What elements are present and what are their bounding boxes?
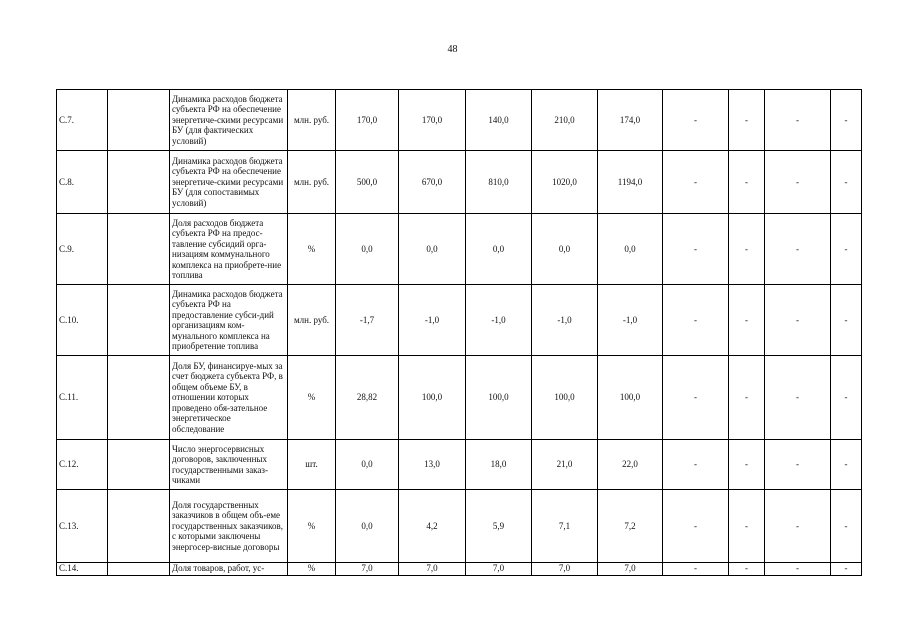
empty-cell: [108, 285, 170, 356]
indicators-table: [56, 89, 862, 576]
dash-cell: -: [765, 563, 831, 576]
row-description: Динамика расходов бюджета субъекта РФ на предоставление субси-дий организациям ком-мунального комплекса на приобретение топлива: [170, 285, 288, 356]
dash-cell: -: [765, 214, 831, 285]
value-cell: 5,9: [466, 490, 532, 563]
value-cell: 28,82: [336, 356, 399, 440]
value-cell: 100,0: [532, 356, 598, 440]
row-code: С.13.: [57, 490, 108, 563]
dash-cell: -: [663, 563, 729, 576]
value-cell: 170,0: [399, 90, 466, 151]
dash-cell: -: [831, 356, 862, 440]
value-cell: 100,0: [399, 356, 466, 440]
value-cell: 4,2: [399, 490, 466, 563]
dash-cell: -: [729, 90, 765, 151]
dash-cell: -: [765, 90, 831, 151]
table-row: [57, 285, 862, 356]
row-code: С.14.: [57, 563, 108, 576]
empty-cell: [108, 90, 170, 151]
value-cell: 22,0: [598, 440, 663, 490]
value-cell: 500,0: [336, 151, 399, 214]
dash-cell: -: [729, 563, 765, 576]
dash-cell: -: [663, 356, 729, 440]
dash-cell: -: [729, 440, 765, 490]
empty-cell: [108, 440, 170, 490]
dash-cell: -: [765, 490, 831, 563]
row-code: С.12.: [57, 440, 108, 490]
table-row: [57, 90, 862, 151]
row-code: С.8.: [57, 151, 108, 214]
value-cell: -1,0: [399, 285, 466, 356]
value-cell: 810,0: [466, 151, 532, 214]
row-unit: млн. руб.: [288, 151, 336, 214]
dash-cell: -: [831, 214, 862, 285]
dash-cell: -: [729, 356, 765, 440]
value-cell: 13,0: [399, 440, 466, 490]
empty-cell: [108, 214, 170, 285]
table-row: [57, 151, 862, 214]
value-cell: -1,7: [336, 285, 399, 356]
value-cell: 0,0: [336, 214, 399, 285]
value-cell: 7,1: [532, 490, 598, 563]
table-row: [57, 563, 862, 576]
row-description: Число энергосервисных договоров, заключенных государственными заказ-чиками: [170, 440, 288, 490]
value-cell: 1020,0: [532, 151, 598, 214]
value-cell: 0,0: [466, 214, 532, 285]
dash-cell: -: [663, 490, 729, 563]
dash-cell: -: [765, 151, 831, 214]
dash-cell: -: [729, 151, 765, 214]
row-unit: шт.: [288, 440, 336, 490]
value-cell: 7,0: [532, 563, 598, 576]
row-description: Доля БУ, финансируе-мых за счет бюджета субъекта РФ, в общем объеме БУ, в отношении которых проведено обя-зательное энергетическое обследование: [170, 356, 288, 440]
row-description: Динамика расходов бюджета субъекта РФ на обеспечение энергетиче-скими ресурсами БУ (для сопоставимых условий): [170, 151, 288, 214]
table-row: [57, 356, 862, 440]
value-cell: 100,0: [466, 356, 532, 440]
dash-cell: -: [831, 563, 862, 576]
value-cell: 670,0: [399, 151, 466, 214]
dash-cell: -: [663, 214, 729, 285]
value-cell: 18,0: [466, 440, 532, 490]
dash-cell: -: [729, 490, 765, 563]
value-cell: 100,0: [598, 356, 663, 440]
page-number: 48: [447, 44, 458, 55]
dash-cell: -: [663, 151, 729, 214]
row-description: Доля товаров, работ, ус-: [170, 563, 288, 576]
value-cell: 0,0: [532, 214, 598, 285]
row-unit: %: [288, 214, 336, 285]
dash-cell: -: [663, 285, 729, 356]
value-cell: 0,0: [399, 214, 466, 285]
dash-cell: -: [831, 90, 862, 151]
value-cell: 7,2: [598, 490, 663, 563]
row-code: С.11.: [57, 356, 108, 440]
row-unit: %: [288, 490, 336, 563]
row-code: С.7.: [57, 90, 108, 151]
row-code: С.9.: [57, 214, 108, 285]
value-cell: 7,0: [598, 563, 663, 576]
row-code: С.10.: [57, 285, 108, 356]
dash-cell: -: [663, 440, 729, 490]
dash-cell: -: [831, 440, 862, 490]
value-cell: 0,0: [598, 214, 663, 285]
row-description: Доля расходов бюджета субъекта РФ на предос-тавление субсидий орга-низациям коммунального комплекса на приобрете-ние топлива: [170, 214, 288, 285]
value-cell: 7,0: [466, 563, 532, 576]
value-cell: 7,0: [336, 563, 399, 576]
dash-cell: -: [831, 151, 862, 214]
value-cell: 0,0: [336, 490, 399, 563]
value-cell: 21,0: [532, 440, 598, 490]
empty-cell: [108, 563, 170, 576]
value-cell: 7,0: [399, 563, 466, 576]
dash-cell: -: [765, 356, 831, 440]
value-cell: 140,0: [466, 90, 532, 151]
row-unit: %: [288, 563, 336, 576]
row-description: Доля государственных заказчиков в общем объ-еме государственных заказчиков, с которыми заключены энергосер-висные договоры: [170, 490, 288, 563]
row-description: Динамика расходов бюджета субъекта РФ на обеспечение энергетиче-скими ресурсами БУ (для фактических условий): [170, 90, 288, 151]
row-unit: %: [288, 356, 336, 440]
dash-cell: -: [831, 285, 862, 356]
dash-cell: -: [765, 285, 831, 356]
value-cell: -1,0: [532, 285, 598, 356]
value-cell: 174,0: [598, 90, 663, 151]
dash-cell: -: [663, 90, 729, 151]
value-cell: 1194,0: [598, 151, 663, 214]
empty-cell: [108, 151, 170, 214]
empty-cell: [108, 356, 170, 440]
table-row: [57, 490, 862, 563]
empty-cell: [108, 490, 170, 563]
value-cell: 170,0: [336, 90, 399, 151]
table-row: [57, 214, 862, 285]
value-cell: -1,0: [466, 285, 532, 356]
table-row: [57, 440, 862, 490]
dash-cell: -: [831, 490, 862, 563]
row-unit: млн. руб.: [288, 285, 336, 356]
dash-cell: -: [765, 440, 831, 490]
row-unit: млн. руб.: [288, 90, 336, 151]
value-cell: 0,0: [336, 440, 399, 490]
dash-cell: -: [729, 214, 765, 285]
value-cell: -1,0: [598, 285, 663, 356]
dash-cell: -: [729, 285, 765, 356]
value-cell: 210,0: [532, 90, 598, 151]
